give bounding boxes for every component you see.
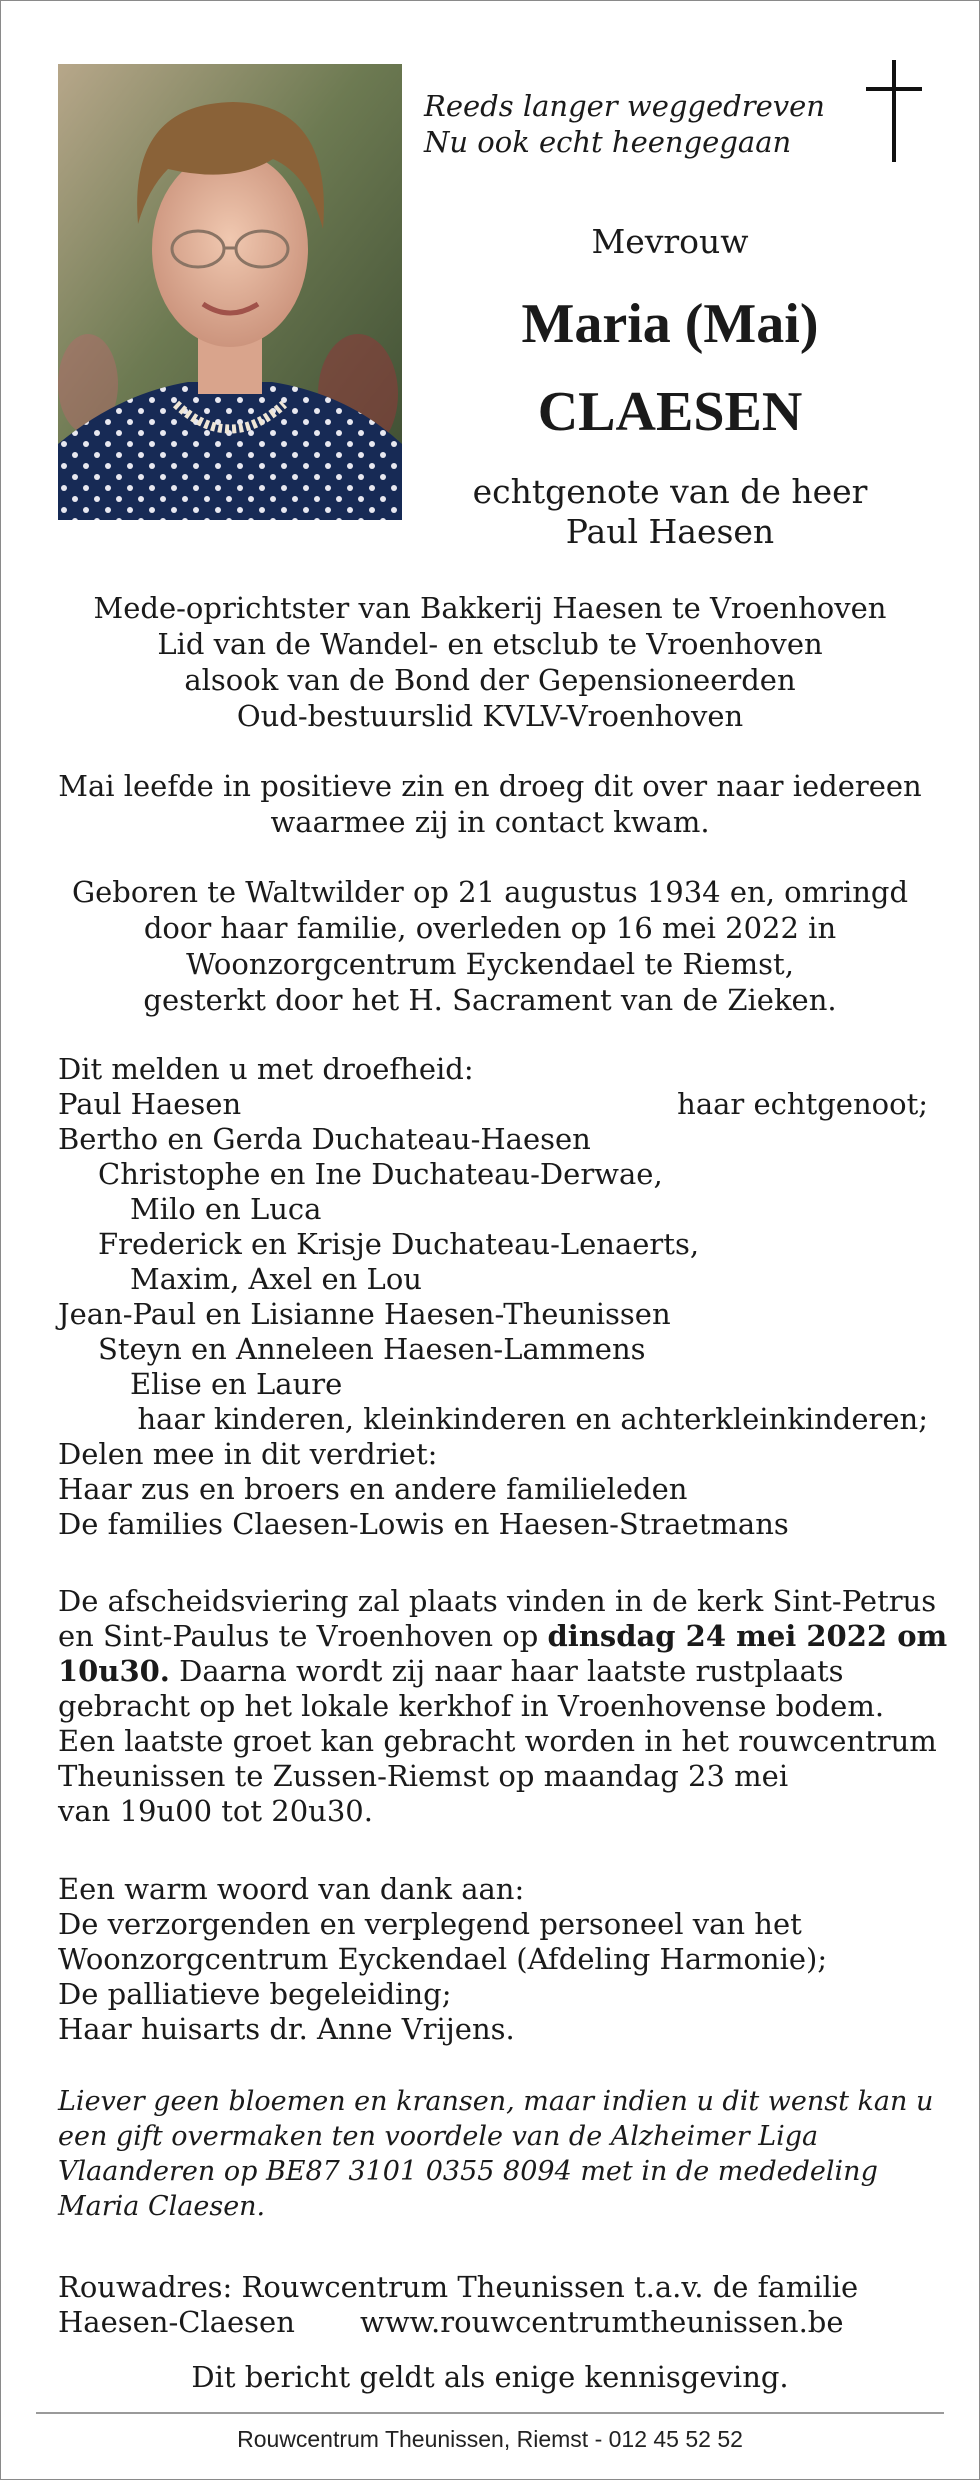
thanks-line: Haar huisarts dr. Anne Vrijens.	[58, 2012, 515, 2046]
birth-death-line: door haar familie, overleden op 16 mei 2022 in	[143, 911, 837, 945]
deceased-surname: CLAESEN	[537, 381, 803, 443]
role-line: alsook van de Bond der Gepensioneerden	[184, 663, 796, 697]
family-name: Haesen-Claesen	[58, 2305, 295, 2339]
thanks-line: De palliatieve begeleiding;	[58, 1977, 452, 2011]
cross-icon	[866, 60, 922, 162]
address-line	[58, 2305, 928, 2340]
funeral-time: 10u30.	[58, 1654, 170, 1688]
birth-death-line: Geboren te Waltwilder op 21 augustus 1934 en, omringd	[71, 875, 909, 909]
other-relatives: Haar zus en broers en andere familieleden	[58, 1472, 688, 1506]
husband-name: Paul Haesen	[58, 1087, 242, 1121]
donation-line: een gift overmaken ten voordele van de Alzheimer Liga	[58, 2121, 819, 2152]
family-member: Elise en Laure	[130, 1367, 343, 1401]
funeral-date: dinsdag 24 mei 2022 om	[547, 1619, 948, 1653]
donation-block	[58, 2084, 934, 2224]
donation-line: Vlaanderen op BE87 3101 0355 8094 met in de mededeling	[58, 2156, 878, 2187]
deceased-first-name: Maria (Mai)	[521, 293, 819, 355]
verse-line-1: Reeds langer weggedreven	[424, 89, 825, 123]
share-intro: Delen mee in dit verdriet:	[58, 1437, 438, 1471]
children-relation: haar kinderen, kleinkinderen en achterkleinkinderen;	[137, 1402, 928, 1436]
donation-line: Maria Claesen.	[58, 2191, 266, 2222]
footer-contact: Rouwcentrum Theunissen, Riemst - 012 45 52 52	[237, 2426, 743, 2452]
roles-block	[40, 590, 940, 734]
husband-relation: haar echtgenoot;	[677, 1087, 928, 1121]
notice-text: Dit bericht geldt als enige kennisgeving.	[191, 2360, 789, 2394]
funeral-line: Een laatste groet kan gebracht worden in het rouwcentrum	[58, 1724, 937, 1758]
family-member: Christophe en Ine Duchateau-Derwae,	[98, 1157, 663, 1191]
family-member: Steyn en Anneleen Haesen-Lammens	[98, 1332, 646, 1366]
birth-death-line: Woonzorgcentrum Eyckendael te Riemst,	[186, 947, 794, 981]
family-member: Maxim, Axel en Lou	[130, 1262, 422, 1296]
tribute-line: waarmee zij in contact kwam.	[270, 805, 710, 839]
tribute-line: Mai leefde in positieve zin en droeg dit over naar iedereen	[58, 769, 922, 803]
spouse-line-2: Paul Haesen	[565, 512, 775, 551]
funeral-line: van 19u00 tot 20u30.	[58, 1794, 373, 1828]
opening-verse	[424, 88, 844, 160]
funeral-line: De afscheidsviering zal plaats vinden in de kerk Sint-Petrus	[58, 1584, 937, 1618]
family-member: Frederick en Krisje Duchateau-Lenaerts,	[98, 1227, 700, 1261]
funeral-line: gebracht op het lokale kerkhof in Vroenhovense bodem.	[58, 1689, 885, 1723]
role-line: Mede-oprichtster van Bakkerij Haesen te Vroenhoven	[93, 591, 887, 625]
address-line: Rouwadres: Rouwcentrum Theunissen t.a.v. de familie	[58, 2270, 859, 2304]
funeral-line	[58, 1619, 948, 1654]
funeral-text: en Sint-Paulus te Vroenhoven op	[58, 1619, 548, 1653]
footer-divider	[36, 2412, 944, 2414]
thanks-line: Woonzorgcentrum Eyckendael (Afdeling Harmonie);	[58, 1942, 828, 1976]
other-relatives: De families Claesen-Lowis en Haesen-Straetmans	[58, 1507, 789, 1541]
honorific: Mevrouw	[591, 222, 749, 261]
donation-line: Liever geen bloemen en kransen, maar indien u dit wenst kan u	[58, 2086, 934, 2117]
family-block	[58, 1052, 928, 1542]
role-line: Oud-bestuurslid KVLV-Vroenhoven	[236, 699, 744, 733]
family-member: Milo en Luca	[130, 1192, 322, 1226]
role-line: Lid van de Wandel- en etsclub te Vroenhoven	[157, 627, 823, 661]
funeral-line: Theunissen te Zussen-Riemst op maandag 23 mei	[58, 1759, 789, 1793]
family-intro: Dit melden u met droefheid:	[58, 1052, 474, 1086]
husband-row	[58, 1087, 928, 1122]
funeral-line	[58, 1654, 928, 1689]
spouse-line-1: echtgenote van de heer	[472, 472, 868, 511]
portrait-photo	[58, 64, 402, 520]
birth-death-line: gesterkt door het H. Sacrament van de Zieken.	[143, 983, 837, 1017]
family-member: Jean-Paul en Lisianne Haesen-Theunissen	[58, 1297, 671, 1331]
funeral-text: Daarna wordt zij naar haar laatste rustplaats	[169, 1654, 844, 1688]
thanks-line: Een warm woord van dank aan:	[58, 1872, 525, 1906]
verse-line-2: Nu ook echt heengegaan	[424, 125, 792, 159]
thanks-block	[58, 1872, 928, 2047]
birth-death-block	[40, 874, 940, 1018]
address-block	[58, 2270, 928, 2340]
tribute-block	[40, 768, 940, 840]
funeral-block	[58, 1584, 948, 1829]
family-member: Bertho en Gerda Duchateau-Haesen	[58, 1122, 591, 1156]
thanks-line: De verzorgenden en verplegend personeel van het	[58, 1907, 802, 1941]
website-link[interactable]: www.rouwcentrumtheunissen.be	[360, 2305, 844, 2339]
spouse-info	[440, 472, 900, 552]
